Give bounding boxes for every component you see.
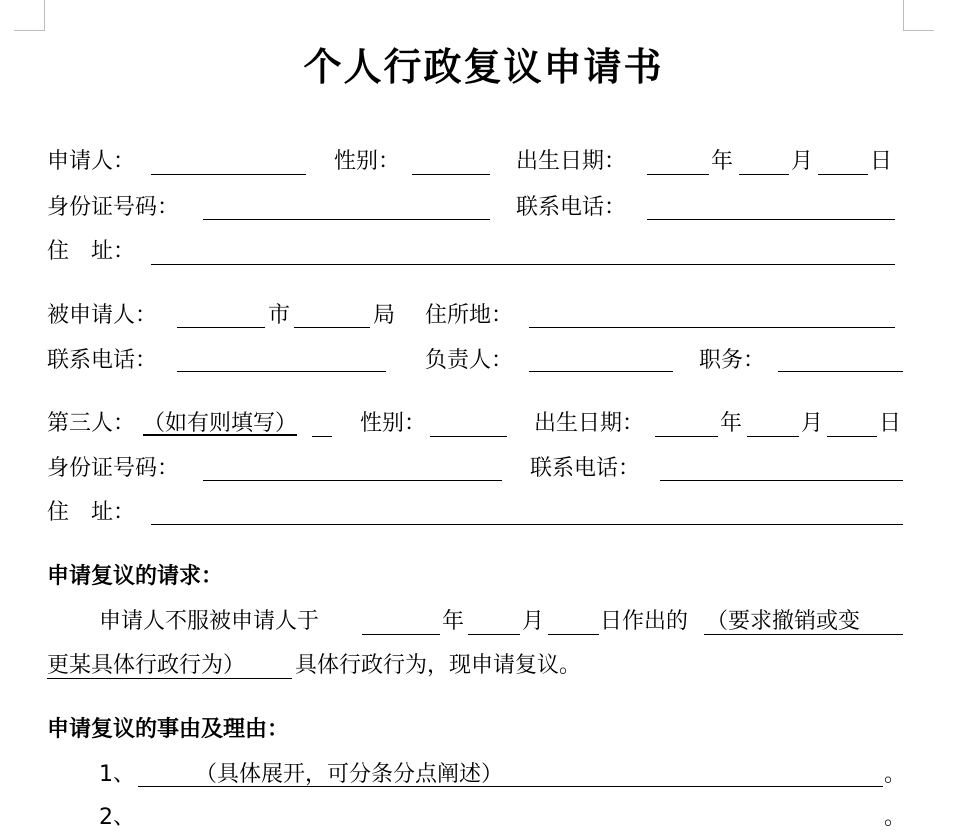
respondent-city-unit: 市 (268, 303, 291, 328)
page-corner-mark-left (14, 0, 45, 31)
third-party-address-blank[interactable] (151, 524, 903, 525)
respondent-leader-blank[interactable] (529, 371, 673, 372)
applicant-name-label: 申请人： (47, 149, 136, 174)
third-party-day-unit: 日 (879, 411, 902, 436)
request-hint-part1: （要求撤销或变 (706, 609, 861, 634)
third-party-id-label: 身份证号码： (47, 456, 180, 481)
request-day-suffix: 日作出的 (600, 609, 689, 634)
third-party-birth-month-blank[interactable] (747, 436, 799, 437)
applicant-gender-label: 性别： (334, 149, 401, 174)
request-year-blank[interactable] (362, 634, 440, 635)
respondent-phone-blank[interactable] (177, 371, 386, 372)
applicant-address-label: 住 址： (47, 239, 136, 264)
respondent-label: 被申请人： (47, 303, 158, 328)
respondent-bureau-blank[interactable] (294, 327, 370, 328)
applicant-gender-blank[interactable] (412, 174, 490, 175)
third-party-birth-day-blank[interactable] (827, 436, 877, 437)
third-party-year-unit: 年 (720, 411, 743, 436)
reason-item-1-text: （具体展开，可分条分点阐述） (195, 762, 504, 787)
reason-item-2-end: 。 (884, 805, 907, 830)
applicant-birth-year-blank[interactable] (647, 174, 709, 175)
reason-item-2-number: 2、 (99, 805, 135, 830)
third-party-gender-blank[interactable] (430, 436, 507, 437)
request-day-blank[interactable] (548, 634, 599, 635)
third-party-birth-year-blank[interactable] (655, 436, 718, 437)
reasons-heading: 申请复议的事由及理由： (47, 717, 290, 742)
request-line1-prefix: 申请人不服被申请人于 (99, 609, 320, 634)
applicant-day-unit: 日 (870, 149, 893, 174)
third-party-address-label: 住 址： (47, 500, 136, 525)
request-month-unit: 月 (522, 609, 545, 634)
page-corner-mark-right (903, 0, 934, 31)
applicant-id-blank[interactable] (203, 219, 490, 220)
applicant-birth-day-blank[interactable] (818, 174, 868, 175)
reason-item-1-end: 。 (884, 762, 907, 787)
request-hint-part2: 更某具体行政行为） (47, 653, 246, 678)
applicant-month-unit: 月 (791, 149, 814, 174)
applicant-phone-label: 联系电话： (516, 195, 627, 220)
applicant-name-blank[interactable] (151, 174, 306, 175)
respondent-phone-label: 联系电话： (47, 348, 158, 373)
applicant-year-unit: 年 (711, 149, 734, 174)
document-title: 个人行政复议申请书 (303, 45, 664, 89)
respondent-position-blank[interactable] (778, 371, 903, 372)
respondent-residence-blank[interactable] (529, 327, 895, 328)
request-heading: 申请复议的请求： (47, 564, 224, 589)
request-month-blank[interactable] (468, 634, 520, 635)
third-party-hint-tail-blank[interactable] (312, 436, 332, 437)
third-party-phone-blank[interactable] (660, 480, 903, 481)
applicant-birth-label: 出生日期： (516, 149, 627, 174)
respondent-leader-label: 负责人： (425, 348, 514, 373)
third-party-birth-label: 出生日期： (534, 411, 645, 436)
third-party-month-unit: 月 (801, 411, 824, 436)
applicant-id-label: 身份证号码： (47, 195, 180, 220)
third-party-label: 第三人： (47, 411, 136, 436)
request-line2-suffix: 具体行政行为，现申请复议。 (295, 653, 582, 678)
respondent-city-blank[interactable] (177, 327, 265, 328)
applicant-birth-month-blank[interactable] (739, 174, 789, 175)
request-hint-underline-2 (47, 678, 292, 679)
applicant-phone-blank[interactable] (647, 219, 895, 220)
third-party-gender-label: 性别： (360, 411, 427, 436)
reason-item-1-number: 1、 (99, 762, 135, 787)
third-party-phone-label: 联系电话： (530, 456, 641, 481)
applicant-address-blank[interactable] (151, 264, 895, 265)
third-party-id-blank[interactable] (203, 480, 502, 481)
respondent-position-label: 职务： (699, 348, 766, 373)
request-year-unit: 年 (442, 609, 465, 634)
respondent-residence-label: 住所地： (425, 303, 514, 328)
respondent-bureau-unit: 局 (373, 303, 396, 328)
third-party-hint: （如有则填写） (143, 411, 298, 436)
